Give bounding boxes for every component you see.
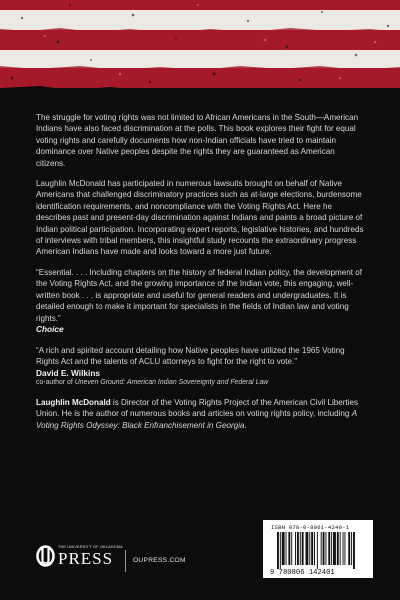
barcode-bar bbox=[317, 532, 318, 569]
press-name-block bbox=[58, 545, 123, 567]
isbn-barcode bbox=[263, 520, 373, 578]
barcode-bar bbox=[306, 532, 309, 565]
distressed-texture bbox=[0, 0, 400, 96]
review-affiliation bbox=[36, 378, 366, 387]
barcode-bar bbox=[323, 532, 325, 565]
barcode-bar bbox=[353, 532, 355, 569]
review-source: Choice bbox=[36, 323, 64, 334]
author-book-title: A Voting Rights Odyssey: Black Enfranchisement in Georgia bbox=[36, 409, 357, 430]
barcode-bar bbox=[343, 532, 344, 565]
barcode-bar bbox=[288, 532, 290, 565]
barcode-bar bbox=[280, 532, 281, 569]
author-bio-text: is Director of the Voting Rights Project of the American Civil Liberties Union. He is the author of numerous books and articles on voting rights policy, including bbox=[36, 397, 359, 419]
review-quote: “A rich and spirited account detailing how Native peoples have utilized the 1965 Voting Rights Act and the talents of ACLU attorneys to fight for the right to vote.” bbox=[36, 345, 345, 367]
barcode-bar bbox=[311, 532, 313, 565]
author-bio-end: . bbox=[244, 420, 247, 430]
barcode-bar bbox=[328, 532, 330, 565]
barcode-bar bbox=[277, 532, 279, 569]
review-choice bbox=[36, 267, 366, 335]
barcode-digits: 9 780806 142401 bbox=[270, 569, 335, 576]
barcode-bar bbox=[291, 532, 292, 565]
logo-divider bbox=[125, 550, 126, 572]
barcode-bar bbox=[321, 532, 322, 565]
back-cover-footer bbox=[0, 520, 400, 600]
affiliation-book-title: Uneven Ground: American Indian Sovereignty and Federal Law bbox=[74, 378, 269, 386]
barcode-bar bbox=[351, 532, 352, 565]
barcode-bar bbox=[295, 532, 296, 565]
barcode-bar bbox=[348, 532, 350, 565]
barcode-bar bbox=[282, 532, 285, 565]
press-wordmark: PRESS bbox=[58, 549, 114, 568]
review-source: David E. Wilkins bbox=[36, 367, 101, 378]
review-wilkins bbox=[36, 345, 366, 387]
university-line: THE UNIVERSITY OF OKLAHOMA bbox=[58, 545, 123, 549]
publisher-url[interactable]: OUPRESS.COM bbox=[133, 557, 186, 564]
blurb-paragraph-2: Laughlin McDonald has participated in numerous lawsuits brought on behalf of Native Americans that challenged discriminatory practices such as at-large elections, burdensome identification requirements, and noncompliance with the Voting Rights Act. Here he describes past and present-day discrimination against Indians and paints a broad picture of Indian political participation. Incorporating expert reports, legislative histories, and hundreds of interviews with tribal members, this insightful study recounts the extraordinary progress American Indians have made and looks toward a more just future. bbox=[36, 179, 364, 257]
barcode-bar bbox=[300, 532, 301, 565]
barcode-bar bbox=[333, 532, 336, 565]
barcode-bar bbox=[340, 532, 341, 565]
blurb-paragraph-1: The struggle for voting rights was not limited to African Americans in the South—American Indians have also faced discrimination at the polls. This book explores their fight for equal voting rights and carefully documents how non-Indian officials have tried to maintain dominance over Native peoples despite the rights they are guaranteed as American citizens. bbox=[36, 113, 359, 168]
barcode-bar bbox=[302, 532, 304, 565]
barcode-bar bbox=[286, 532, 287, 565]
ou-monogram-icon bbox=[36, 544, 55, 568]
barcode-bar bbox=[297, 532, 299, 565]
barcode-bar bbox=[344, 532, 345, 565]
isbn-number: ISBN 978-0-8061-4240-1 bbox=[271, 524, 350, 531]
press-logo[interactable] bbox=[36, 544, 123, 568]
barcode-bar bbox=[337, 532, 339, 565]
affiliation-prefix: co-author of bbox=[36, 378, 75, 386]
review-quote: “Essential. . . . Including chapters on the history of federal Indian policy, the development of the Voting Rights Act, and the growing importance of the Indian vote, this engaging, well-written book . . . is appropriate and useful for general readers and undergraduates. It is detailed enough to make it important for specialists in the fields of Indian law and voting rights.” bbox=[36, 267, 363, 323]
barcode-bar bbox=[309, 532, 310, 565]
barcode-bar bbox=[325, 532, 326, 565]
barcode-bar bbox=[331, 532, 332, 565]
barcode-graphic bbox=[269, 532, 367, 576]
author-bio bbox=[36, 397, 366, 431]
barcode-bar bbox=[314, 532, 315, 565]
flag-stripes-banner bbox=[0, 0, 400, 96]
author-name: Laughlin McDonald bbox=[36, 397, 111, 407]
back-cover-text bbox=[36, 112, 366, 440]
